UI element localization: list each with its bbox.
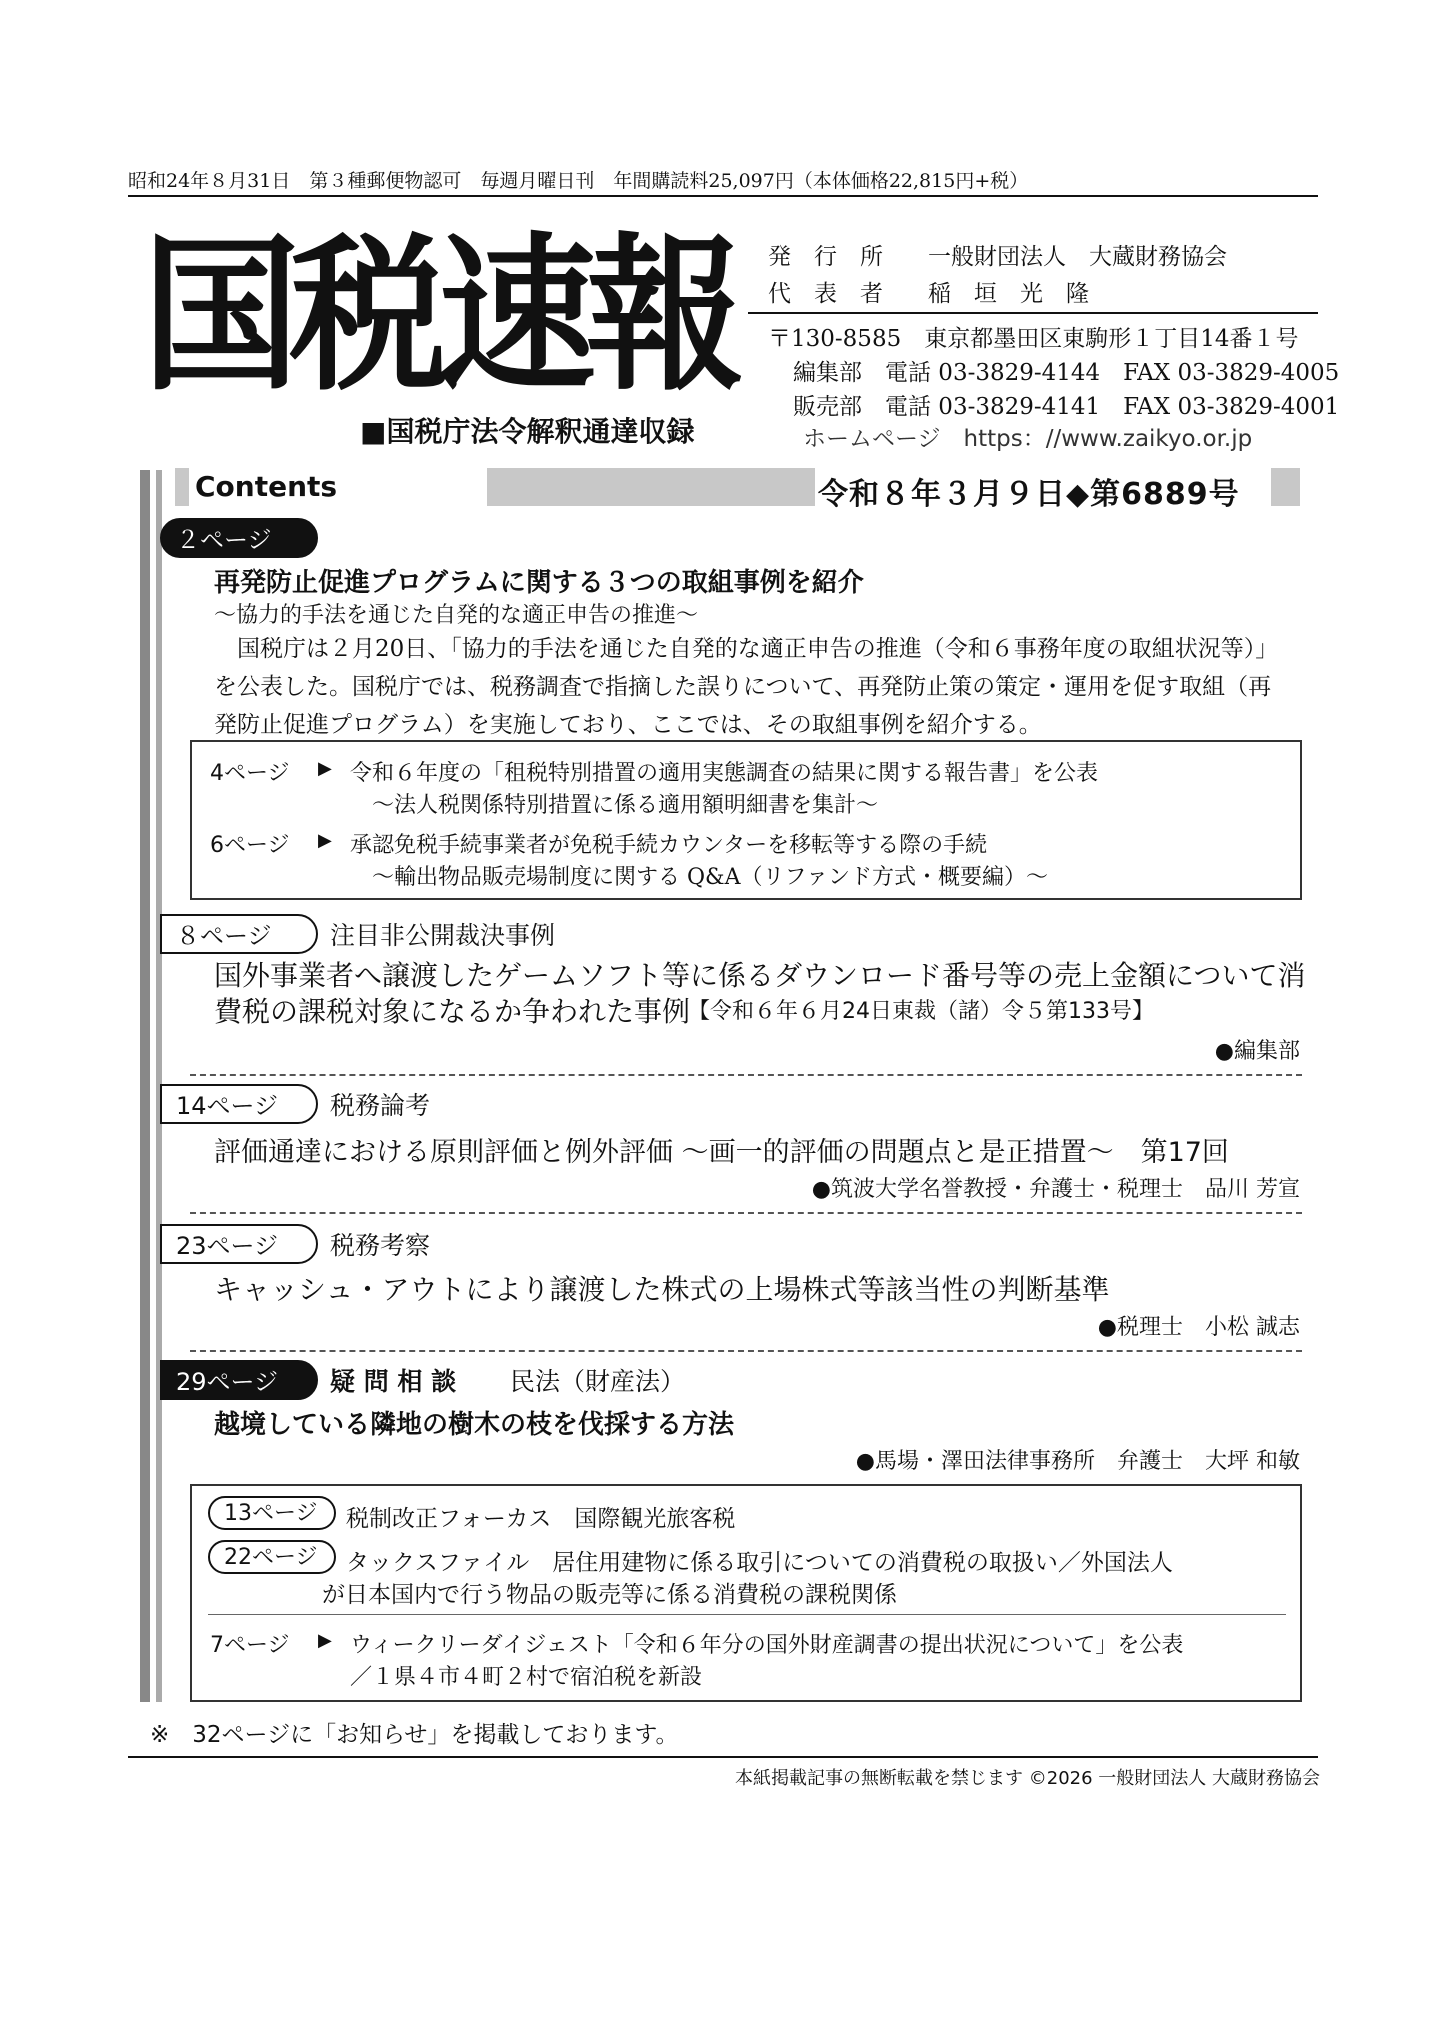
representative-value: 稲 垣 光 隆: [928, 281, 1089, 307]
editorial-contact: 編集部 電話 03-3829-4144 FAX 03-3829-4005: [793, 360, 1340, 386]
box-title-4: 令和６年度の「租税特別措置の適用実態調査の結果に関する報告書」を公表: [350, 761, 1099, 786]
box-item-13: 税制改正フォーカス 国際観光旅客税: [346, 1506, 736, 1532]
article-author: ●税理士 小松 誠志: [1097, 1315, 1300, 1340]
section-divider: [190, 1350, 1302, 1352]
body-line-1: 国税庁は２月20日、「協力的手法を通じた自発的な適正申告の推進（令和６事務年度の取組状況等）」: [214, 636, 1279, 662]
address: 〒130-8585 東京都墨田区東駒形１丁目14番１号: [768, 326, 1299, 352]
section-category: 税務論考: [330, 1091, 431, 1120]
page-tag-8[interactable]: ８ページ: [160, 914, 318, 954]
page-tag-23[interactable]: 23ページ: [160, 1224, 318, 1264]
box-page-7[interactable]: 7ページ: [210, 1633, 290, 1658]
box-subtitle-6: ～輸出物品販売場制度に関する Q&A（リファンド方式・概要編）～: [372, 865, 1049, 890]
section-divider: [190, 1212, 1302, 1214]
sales-contact: 販売部 電話 03-3829-4141 FAX 03-3829-4001: [793, 394, 1340, 420]
contents-label: Contents: [195, 470, 338, 503]
logo-text: 国税速報: [142, 218, 734, 414]
article-subtitle: ～協力的手法を通じた自発的な適正申告の推進～: [214, 603, 699, 628]
article-author: ●馬場・澤田法律事務所 弁護士 大坪 和敏: [855, 1449, 1300, 1474]
body-line-3: 発防止促進プログラム）を実施しており、ここでは、その取組事例を紹介する。: [214, 712, 1042, 738]
footer-divider: [128, 1756, 1318, 1758]
article-author: ●筑波大学名誉教授・弁護士・税理士 品川 芳宣: [811, 1177, 1300, 1202]
publisher-label: 発 行 所: [768, 244, 883, 270]
body-line-2: を公表した。国税庁では、税務調査で指摘した誤りについて、再発防止策の策定・運用を促す取組（再: [214, 674, 1272, 700]
page-tag-22[interactable]: 22ページ: [208, 1540, 336, 1574]
section-category: 注目非公開裁決事例: [330, 921, 556, 950]
publisher-divider: [748, 312, 1318, 314]
page-tag-29[interactable]: 29ページ: [160, 1360, 318, 1400]
box-item-7-line1: ウィークリーダイジェスト「令和６年分の国外財産調書の提出状況について」を公表: [350, 1633, 1184, 1658]
article-title: 再発防止促進プログラムに関する３つの取組事例を紹介: [214, 568, 864, 598]
publisher-value: 一般財団法人 大蔵財務協会: [928, 244, 1227, 270]
left-bar-outer: [140, 470, 150, 1702]
notice: ※ 32ページに「お知らせ」を掲載しております。: [150, 1722, 679, 1748]
box-title-6: 承認免税手続事業者が免税手続カウンターを移転等する際の手続: [350, 833, 988, 858]
logo-subtitle: ■国税庁法令解釈通達収録: [360, 415, 695, 448]
arrow-right-icon: ▶: [318, 758, 332, 779]
page-tag-14[interactable]: 14ページ: [160, 1084, 318, 1124]
article-author: ●編集部: [1214, 1039, 1300, 1064]
box-page-4[interactable]: 4ページ: [210, 761, 290, 786]
issue-date-number: 令和８年３月９日◆第6889号: [818, 477, 1240, 512]
box-item-22-line1: タックスファイル 居住用建物に係る取引についての消費税の取扱い／外国法人: [346, 1550, 1173, 1576]
arrow-right-icon: ▶: [318, 1630, 332, 1651]
article-title: キャッシュ・アウトにより譲渡した株式の上場株式等該当性の判断基準: [214, 1273, 1110, 1306]
box-item-7-line2: ／１県４市４町２村で宿泊税を新設: [350, 1665, 703, 1690]
ruling-reference: 【令和６年６月24日東裁（諸）令５第133号】: [688, 999, 1154, 1024]
box-item-22-line2: が日本国内で行う物品の販売等に係る消費税の課税関係: [322, 1582, 897, 1608]
section-category: 疑 問 相 談: [330, 1367, 457, 1396]
article-title: 越境している隣地の樹木の枝を伐採する方法: [214, 1410, 735, 1440]
box-subtitle-4: ～法人税関係特別措置に係る適用額明細書を集計～: [372, 793, 879, 818]
page-tag-2[interactable]: ２ページ: [160, 518, 318, 558]
header-line: 昭和24年８月31日 第３種郵便物認可 毎週月曜日刊 年間購読料25,097円（本体価格22,815円+税）: [128, 170, 1029, 192]
representative-label: 代 表 者: [768, 281, 883, 307]
page-tag-13[interactable]: 13ページ: [208, 1496, 336, 1530]
box-divider: [208, 1614, 1286, 1615]
homepage[interactable]: ホームページ https：//www.zaikyo.or.jp: [803, 426, 1253, 452]
arrow-right-icon: ▶: [318, 830, 332, 851]
footer-copyright: 本紙掲載記事の無断転載を禁じます ©2026 一般財団法人 大蔵財務協会: [735, 1768, 1320, 1789]
section-divider: [190, 1074, 1302, 1076]
article-title-line2: 費税の課税対象になるか争われた事例: [214, 995, 691, 1028]
masthead-logo: [142, 218, 734, 414]
article-body: [214, 630, 1314, 744]
box-page-6[interactable]: 6ページ: [210, 833, 290, 858]
header-divider: [128, 195, 1318, 197]
article-title: 評価通達における原則評価と例外評価 ～画一的評価の問題点と是正措置～ 第17回: [214, 1137, 1229, 1168]
section-category: 税務考察: [330, 1231, 431, 1260]
article-title-line1: 国外事業者へ譲渡したゲームソフト等に係るダウンロード番号等の売上金額について消: [214, 959, 1306, 992]
section-category-sub: 民法（財産法）: [510, 1367, 686, 1396]
